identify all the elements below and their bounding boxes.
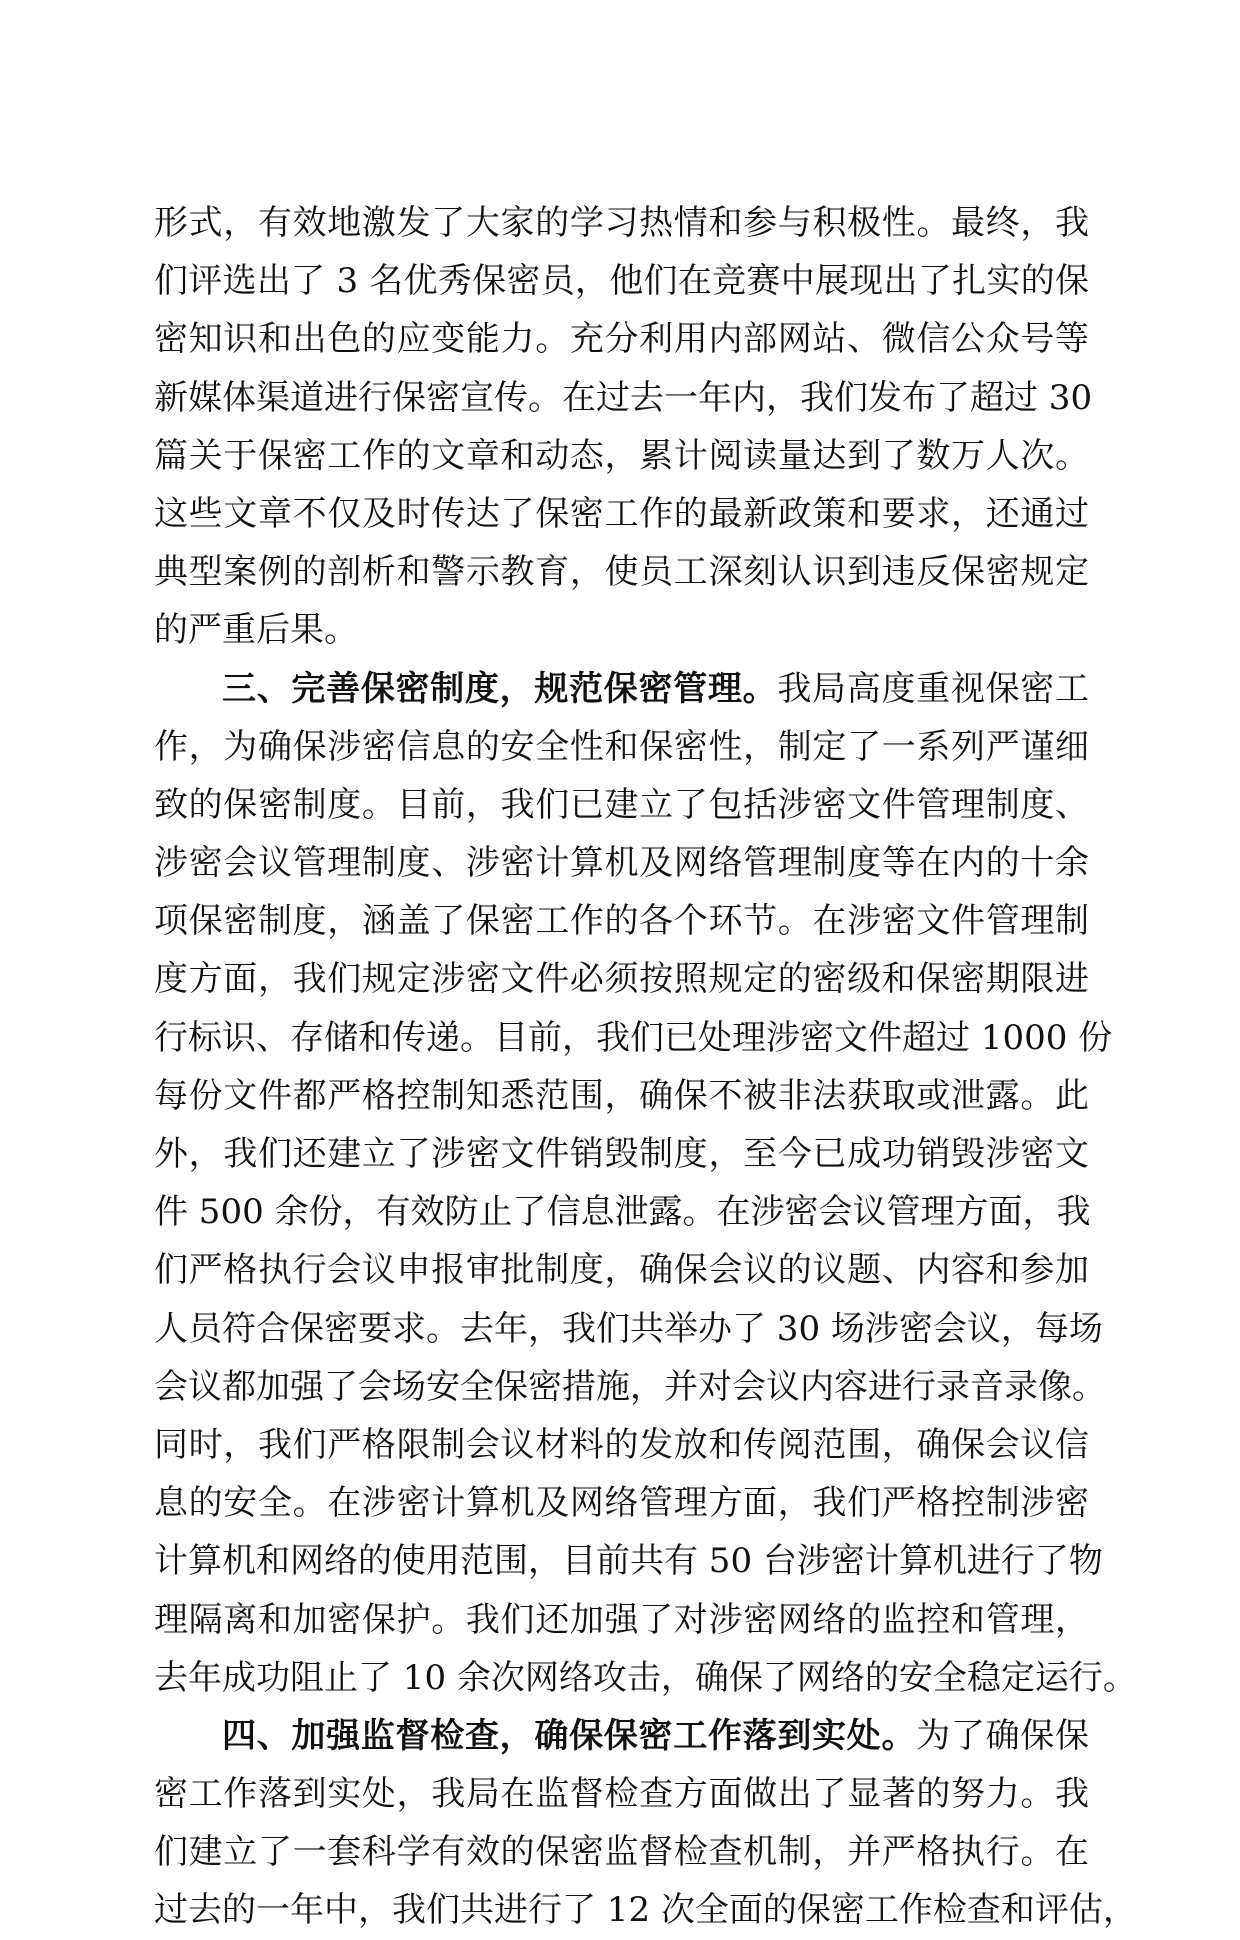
text-line: 人员符合保密要求。去年，我们共举办了 30 场涉密会议，每场 bbox=[154, 1308, 1103, 1349]
text-line: 的严重后果。 bbox=[154, 610, 358, 651]
text-line: 密工作落到实处，我局在监督检查方面做出了显著的努力。我 bbox=[154, 1774, 1089, 1815]
text-line: 每份文件都严格控制知悉范围，确保不被非法获取或泄露。此 bbox=[154, 1075, 1089, 1116]
text-line: 行标识、存储和传递。目前，我们已处理涉密文件超过 1000 份 bbox=[154, 1017, 1113, 1058]
text-line: 外，我们还建立了涉密文件销毁制度，至今已成功销毁涉密文 bbox=[154, 1134, 1089, 1174]
text-line: 们严格执行会议申报审批制度，确保会议的议题、内容和参加 bbox=[154, 1250, 1089, 1291]
section-improve-system bbox=[154, 660, 1137, 1707]
text-line: 致的保密制度。目前，我们已建立了包括涉密文件管理制度、 bbox=[154, 784, 1089, 825]
text-line: 密知识和出色的应变能力。充分利用内部网站、微信公众号等 bbox=[154, 319, 1089, 360]
text-line: 作，为确保涉密信息的安全性和保密性，制定了一系列严谨细 bbox=[154, 726, 1089, 767]
text-line: 们评选出了 3 名优秀保密员，他们在竞赛中展现出了扎实的保 bbox=[154, 261, 1089, 302]
text-line: 形式，有效地激发了大家的学习热情和参与积极性。最终，我 bbox=[154, 203, 1089, 243]
section-first-line bbox=[154, 660, 1089, 718]
text-line: 计算机和网络的使用范围，目前共有 50 台涉密计算机进行了物 bbox=[154, 1541, 1103, 1582]
section-intro-text: 为了确保保 bbox=[916, 1715, 1090, 1756]
text-line: 过去的一年中，我们共进行了 12 次全面的保密工作检查和评估， bbox=[154, 1890, 1137, 1931]
text-line: 件 500 余份，有效防止了信息泄露。在涉密会议管理方面，我 bbox=[154, 1192, 1091, 1233]
section-supervision bbox=[154, 1707, 1137, 1940]
text-line: 项保密制度，涵盖了保密工作的各个环节。在涉密文件管理制 bbox=[154, 901, 1089, 942]
section-first-line bbox=[154, 1707, 1089, 1765]
text-line: 新媒体渠道进行保密宣传。在过去一年内，我们发布了超过 30 bbox=[154, 377, 1093, 418]
section-heading: 四、加强监督检查，确保保密工作落到实处。 bbox=[222, 1715, 917, 1756]
text-line: 这些文章不仅及时传达了保密工作的最新政策和要求，还通过 bbox=[154, 493, 1089, 534]
text-line: 典型案例的剖析和警示教育，使员工深刻认识到违反保密规定 bbox=[154, 552, 1089, 593]
text-line: 会议都加强了会场安全保密措施，并对会议内容进行录音录像。 bbox=[154, 1366, 1106, 1407]
text-line: 息的安全。在涉密计算机及网络管理方面，我们严格控制涉密 bbox=[154, 1483, 1089, 1524]
text-line: 涉密会议管理制度、涉密计算机及网络管理制度等在内的十余 bbox=[154, 843, 1089, 884]
text-line: 们建立了一套科学有效的保密监督检查机制，并严格执行。在 bbox=[154, 1832, 1089, 1873]
section-heading: 三、完善保密制度，规范保密管理。 bbox=[222, 668, 778, 709]
text-line: 同时，我们严格限制会议材料的发放和传阅范围，确保会议信 bbox=[154, 1424, 1089, 1465]
paragraph-publicity bbox=[154, 194, 1093, 660]
text-line: 理隔离和加密保护。我们还加强了对涉密网络的监控和管理， bbox=[154, 1599, 1089, 1640]
text-line: 度方面，我们规定涉密文件必须按照规定的密级和保密期限进 bbox=[154, 959, 1089, 1000]
text-line: 篇关于保密工作的文章和动态，累计阅读量达到了数万人次。 bbox=[154, 435, 1089, 476]
text-line: 去年成功阻止了 10 余次网络攻击，确保了网络的安全稳定运行。 bbox=[154, 1657, 1137, 1698]
document-body bbox=[154, 194, 1137, 1940]
section-intro-text: 我局高度重视保密工 bbox=[777, 668, 1090, 709]
